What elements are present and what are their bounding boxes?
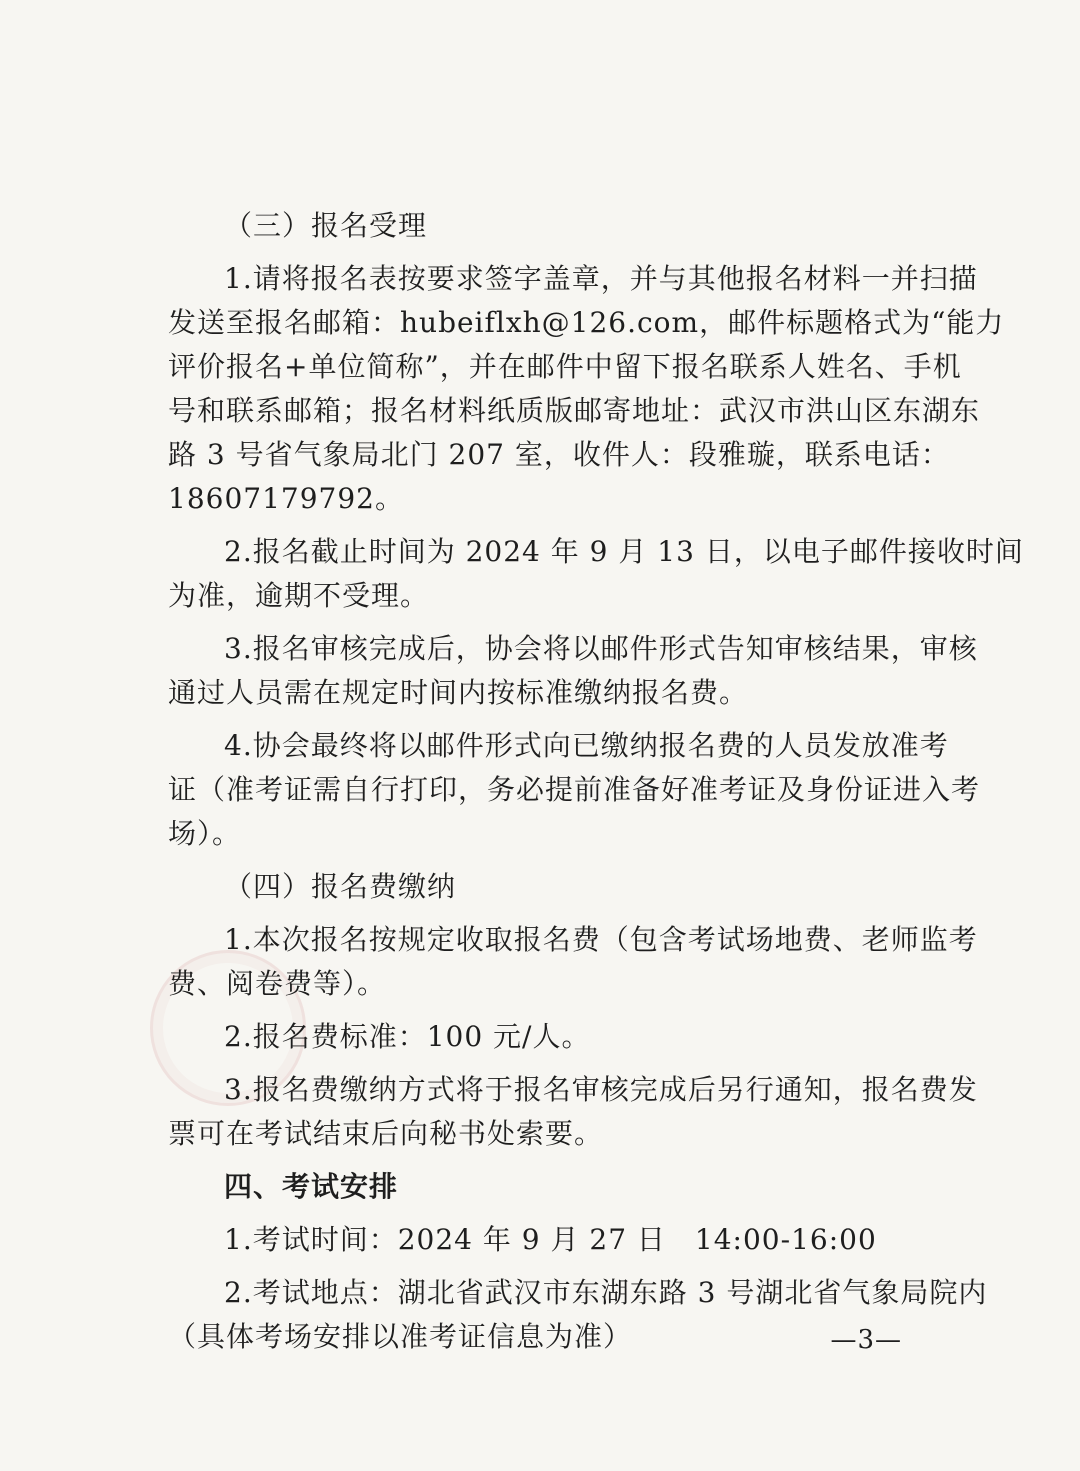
paragraph-line: 证（准考证需自行打印，务必提前准备好准考证及身份证进入考 — [168, 773, 981, 806]
paragraph-line: 1.考试时间：2024 年 9 月 27 日 14:00-16:00 — [224, 1223, 877, 1256]
paragraph-line: 2.报名费标准：100 元/人。 — [224, 1020, 591, 1053]
paragraph-line: 1.请将报名表按要求签字盖章，并与其他报名材料一并扫描 — [224, 262, 978, 295]
paragraph-line: 费、阅卷费等）。 — [168, 967, 387, 1000]
paragraph-line: 票可在考试结束后向秘书处索要。 — [168, 1117, 604, 1150]
paragraph-line: （具体考场安排以准考证信息为准） — [168, 1320, 633, 1353]
paragraph-line: 1.本次报名按规定收取报名费（包含考试场地费、老师监考 — [224, 923, 978, 956]
paragraph-line: 评价报名+单位简称”，并在邮件中留下报名联系人姓名、手机 — [168, 350, 962, 383]
paragraph-line: 2.考试地点：湖北省武汉市东湖东路 3 号湖北省气象局院内 — [224, 1276, 988, 1309]
paragraph-line: 号和联系邮箱；报名材料纸质版邮寄地址：武汉市洪山区东湖东 — [168, 394, 981, 427]
paragraph-line: 为准，逾期不受理。 — [168, 579, 430, 612]
paragraph-line: 场）。 — [168, 817, 242, 850]
paragraph-line: 路 3 号省气象局北门 207 室，收件人：段雅璇，联系电话： — [168, 438, 950, 471]
paragraph-line: 3.报名费缴纳方式将于报名审核完成后另行通知，报名费发 — [224, 1073, 978, 1106]
paragraph-line: 通过人员需在规定时间内按标准缴纳报名费。 — [168, 676, 749, 709]
paragraph-line: 3.报名审核完成后，协会将以邮件形式告知审核结果，审核 — [224, 632, 978, 665]
paragraph-line: 4.协会最终将以邮件形式向已缴纳报名费的人员发放准考 — [224, 729, 949, 762]
paragraph-line: 发送至报名邮箱：hubeiflxh@126.com，邮件标题格式为“能力 — [168, 306, 1005, 339]
page-number: —3— — [830, 1325, 902, 1355]
paragraph-line: 2.报名截止时间为 2024 年 9 月 13 日，以电子邮件接收时间 — [224, 535, 1024, 568]
section-heading-exam: 四、考试安排 — [224, 1170, 399, 1203]
paragraph-line: 18607179792。 — [168, 482, 404, 515]
section-heading-registration: （三）报名受理 — [224, 209, 428, 242]
document-body — [168, 204, 1024, 1359]
section-heading-fee: （四）报名费缴纳 — [224, 870, 457, 903]
